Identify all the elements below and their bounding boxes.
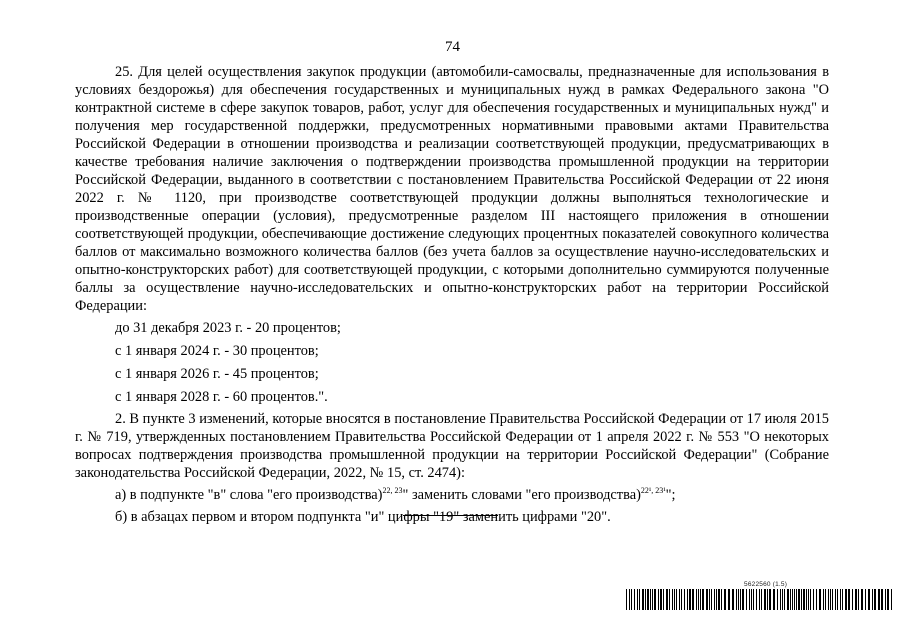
barcode-graphic bbox=[626, 589, 893, 610]
barcode-bar bbox=[868, 589, 870, 610]
barcode-bar bbox=[672, 589, 673, 610]
barcode-bar bbox=[666, 589, 668, 610]
barcode-bar bbox=[796, 589, 797, 610]
barcode-bar bbox=[663, 589, 664, 610]
barcode-bar bbox=[823, 589, 824, 610]
barcode-bar bbox=[808, 589, 809, 610]
barcode-bar bbox=[832, 589, 833, 610]
barcode-bar bbox=[798, 589, 800, 610]
barcode-bar bbox=[716, 589, 717, 610]
barcode-bar bbox=[777, 589, 778, 610]
barcode-bar bbox=[669, 589, 670, 610]
barcode-bar bbox=[721, 589, 722, 610]
barcode-bar bbox=[728, 589, 730, 610]
barcode-bar bbox=[782, 589, 783, 610]
barcode-bar bbox=[700, 589, 701, 610]
barcode-bar bbox=[855, 589, 857, 610]
barcode-bar bbox=[660, 589, 662, 610]
barcode-bar bbox=[828, 589, 829, 610]
barcode-bar bbox=[736, 589, 737, 610]
barcode-bar bbox=[698, 589, 699, 610]
subitem-a-text-1: а) в подпункте "в" слова "его производства) bbox=[115, 487, 383, 503]
page-number: 74 bbox=[445, 39, 460, 55]
barcode-bar bbox=[751, 589, 752, 610]
barcode-bar bbox=[639, 589, 640, 610]
barcode-bar bbox=[887, 589, 889, 610]
barcode-bar bbox=[738, 589, 739, 610]
footnote-ref-1: 22, 23 bbox=[382, 486, 403, 495]
barcode-bar bbox=[773, 589, 775, 610]
subitem-a-text-2: " заменить словами "его производства) bbox=[402, 487, 641, 503]
barcode-bar bbox=[674, 589, 675, 610]
barcode-bar bbox=[816, 589, 817, 610]
barcode-bar bbox=[881, 589, 883, 610]
barcode-bar bbox=[761, 589, 762, 610]
threshold-item-4: с 1 января 2028 г. - 60 процентов.". bbox=[115, 389, 328, 405]
barcode-bar bbox=[759, 589, 760, 610]
barcode-bar bbox=[813, 589, 814, 610]
barcode-bar bbox=[837, 589, 838, 610]
barcode-bar bbox=[631, 589, 632, 610]
barcode-bar bbox=[792, 589, 793, 610]
barcode-bar bbox=[742, 589, 744, 610]
paragraph-2: 2. В пункте 3 изменений, которые вносятся в постановление Правительства Российской Федерации от 17 июля 2015 г. № 719, утвержденных постановлением Правительства Российской Федерации от 1 апреля 2022 г. № 553 "О некоторых вопросах подтверждения производства промышленной продукции на территории Российской Федерации" (Собрание законодательства Российской Федерации, 2022, № 15, ст. 2474): bbox=[75, 411, 829, 481]
barcode-bar bbox=[689, 589, 691, 610]
barcode-bar bbox=[848, 589, 850, 610]
barcode-bar bbox=[803, 589, 805, 610]
barcode-bar bbox=[629, 589, 630, 610]
barcode-bar bbox=[714, 589, 715, 610]
barcode-bar bbox=[801, 589, 802, 610]
barcode-bar bbox=[861, 589, 863, 610]
barcode-bar bbox=[654, 589, 656, 610]
end-separator-line bbox=[403, 515, 498, 516]
barcode-bar bbox=[647, 589, 649, 610]
barcode-bar bbox=[724, 589, 726, 610]
barcode-bar bbox=[706, 589, 708, 610]
barcode-bar bbox=[732, 589, 734, 610]
document-code: 5622560 (1.5) bbox=[744, 581, 788, 588]
barcode-bar bbox=[769, 589, 771, 610]
threshold-item-1: до 31 декабря 2023 г. - 20 процентов; bbox=[115, 320, 341, 336]
barcode-bar bbox=[840, 589, 841, 610]
barcode-bar bbox=[746, 589, 747, 610]
barcode-bar bbox=[679, 589, 680, 610]
barcode-bar bbox=[825, 589, 826, 610]
barcode-bar bbox=[819, 589, 821, 610]
barcode-bar bbox=[858, 589, 859, 610]
barcode-bar bbox=[842, 589, 843, 610]
threshold-item-2: с 1 января 2024 г. - 30 процентов; bbox=[115, 343, 319, 359]
barcode-bar bbox=[749, 589, 750, 610]
barcode-bar bbox=[810, 589, 811, 610]
barcode-bar bbox=[767, 589, 768, 610]
barcode-bar bbox=[696, 589, 697, 610]
barcode-bar bbox=[780, 589, 781, 610]
document-body bbox=[75, 63, 829, 526]
barcode-bar bbox=[740, 589, 741, 610]
barcode-bar bbox=[650, 589, 651, 610]
barcode-bar bbox=[718, 589, 720, 610]
barcode-bar bbox=[865, 589, 866, 610]
barcode-bar bbox=[658, 589, 659, 610]
barcode-bar bbox=[684, 589, 685, 610]
barcode-bar bbox=[787, 589, 789, 610]
barcode-bar bbox=[645, 589, 646, 610]
barcode-bar bbox=[637, 589, 638, 610]
barcode-bar bbox=[790, 589, 791, 610]
barcode-bar bbox=[784, 589, 785, 610]
barcode-bar bbox=[835, 589, 836, 610]
barcode-bar bbox=[676, 589, 677, 610]
barcode-bar bbox=[702, 589, 704, 610]
barcode-bar bbox=[642, 589, 644, 610]
subitem-a bbox=[75, 486, 829, 504]
barcode-bar bbox=[692, 589, 694, 610]
barcode-bar bbox=[652, 589, 653, 610]
barcode-bar bbox=[634, 589, 635, 610]
barcode-bar bbox=[806, 589, 807, 610]
subitem-b: б) в абзацах первом и втором подпункта "и" цифры "19" заменить цифрами "20". bbox=[115, 509, 611, 525]
barcode-bar bbox=[794, 589, 795, 610]
barcode-bar bbox=[852, 589, 853, 610]
barcode-bar bbox=[878, 589, 880, 610]
subitem-a-text-3: "; bbox=[665, 487, 676, 503]
barcode-bar bbox=[891, 589, 892, 610]
barcode-bar bbox=[626, 589, 627, 610]
barcode-bar bbox=[830, 589, 831, 610]
barcode-bar bbox=[874, 589, 876, 610]
barcode-bar bbox=[885, 589, 886, 610]
barcode-bar bbox=[756, 589, 757, 610]
threshold-item-3: с 1 января 2026 г. - 45 процентов; bbox=[115, 366, 319, 382]
footnote-ref-2: 22¹, 23¹ bbox=[640, 486, 666, 495]
barcode-bar bbox=[764, 589, 766, 610]
barcode-bar bbox=[711, 589, 712, 610]
barcode-bar bbox=[872, 589, 873, 610]
barcode-bar bbox=[687, 589, 688, 610]
barcode-bar bbox=[681, 589, 682, 610]
barcode-bar bbox=[709, 589, 710, 610]
barcode-bar bbox=[753, 589, 754, 610]
paragraph-25: 25. Для целей осуществления закупок продукции (автомобили-самосвалы, предназначенные для использования в условиях бездорожья) для обеспечения государственных и муниципальных нужд в рамках Федерального закона "О контрактной системе в сфере закупок товаров, работ, услуг для обеспечения государственных и муниципальных нужд" и получения мер государственной поддержки, предусмотренных нормативными правовыми актами Правительства Российской Федерации в отношении производства и реализации соответствующей продукции, предусматривающих в качестве требования наличие заключения о подтверждении производства промышленной продукции на территории Российской Федерации, выданного в соответствии с постановлением Правительства Российской Федерации от 22 июня 2022 г. № 1120, при производстве соответствующей продукции должны выполняться технологические и производственные операции (условия), предусмотренные разделом III настоящего приложения в отношении соответствующей продукции, обеспечивающие достижение следующих процентных показателей совокупного количества баллов от максимально возможного количества баллов (без учета баллов за осуществление научно-исследовательских и опытно-конструкторских работ) для соответствующей продукции, с которыми дополнительно суммируются полученные баллы за осуществление научно-исследовательских и опытно-конструкторских работ на территории Российской Федерации: bbox=[75, 64, 829, 314]
barcode-bar bbox=[845, 589, 847, 610]
